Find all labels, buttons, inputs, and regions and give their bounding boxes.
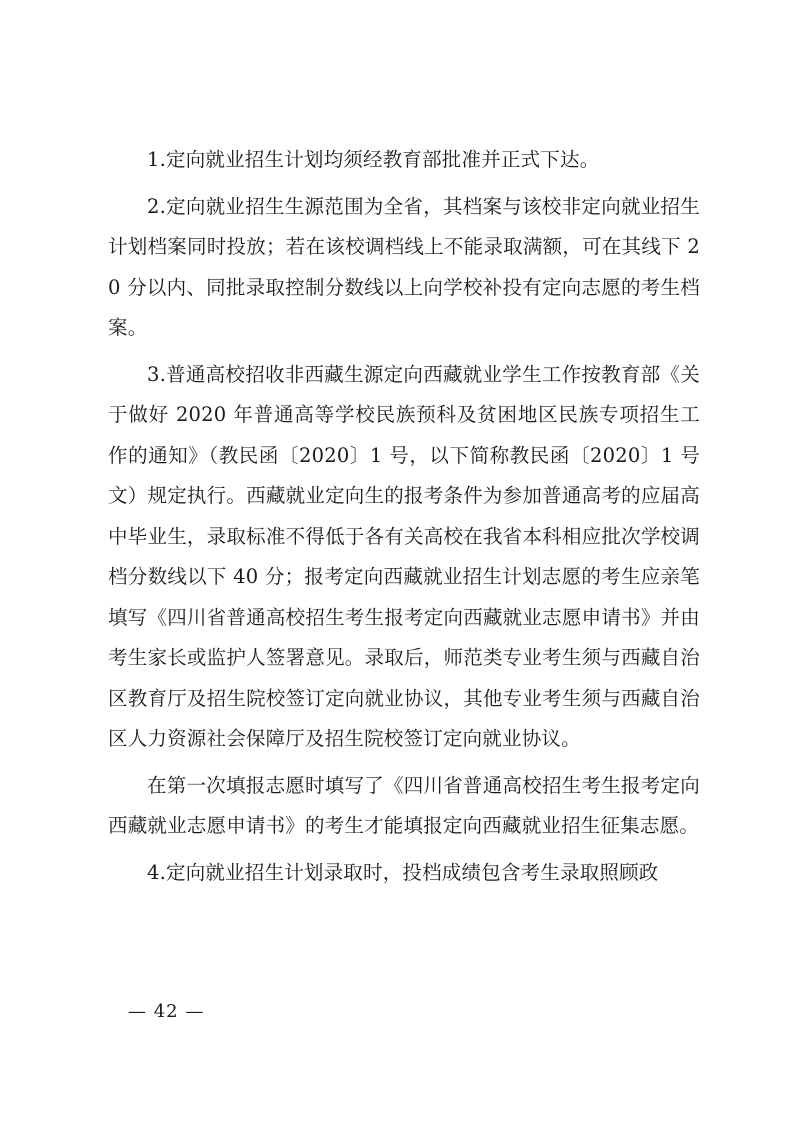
page-number: — 42 — <box>128 1001 205 1022</box>
paragraph-supplement: 在第一次填报志愿时填写了《四川省普通高校招生考生报考定向西藏就业志愿申请书》的考生才能填报定向西藏就业招生征集志愿。 <box>108 773 700 837</box>
paragraph-item-4: 4.定向就业招生计划录取时，投档成绩包含考生录取照顾政 <box>147 860 659 884</box>
paragraph-item-1: 1.定向就业招生计划均须经教育部批准并正式下达。 <box>147 148 600 171</box>
paragraph-item-3: 3.普通高校招收非西藏生源定向西藏就业学生工作按教育部《关于做好 2020 年普通高等学校民族预科及贫困地区民族专项招生工作的通知》（教民函〔2020〕1 号，以下简称教民函〔2020〕1 号文）规定执行。西藏就业定向生的报考条件为参加普通高考的应届高中毕业生，录取标准不得低于各有关高校在我省本科相应批次学校调档分数线以下 40 分；报考定向西藏就业招生计划志愿的考生应亲笔填写《四川省普通高校招生考生报考定向西藏就业志愿申请书》并由考生家长或监护人签署意见。录取后，师范类专业考生须与西藏自治区教育厅及招生院校签订定向就业协议，其他专业考生须与西藏自治区人力资源社会保障厅及招生院校签订定向就业协议。 <box>108 362 700 750</box>
paragraph-item-2: 2.定向就业招生生源范围为全省，其档案与该校非定向就业招生计划档案同时投放；若在该校调档线上不能录取满额，可在其线下 20 分以内、同批录取控制分数线以上向学校补投有定向志愿的考生档案。 <box>108 194 700 339</box>
document-body <box>108 140 700 899</box>
